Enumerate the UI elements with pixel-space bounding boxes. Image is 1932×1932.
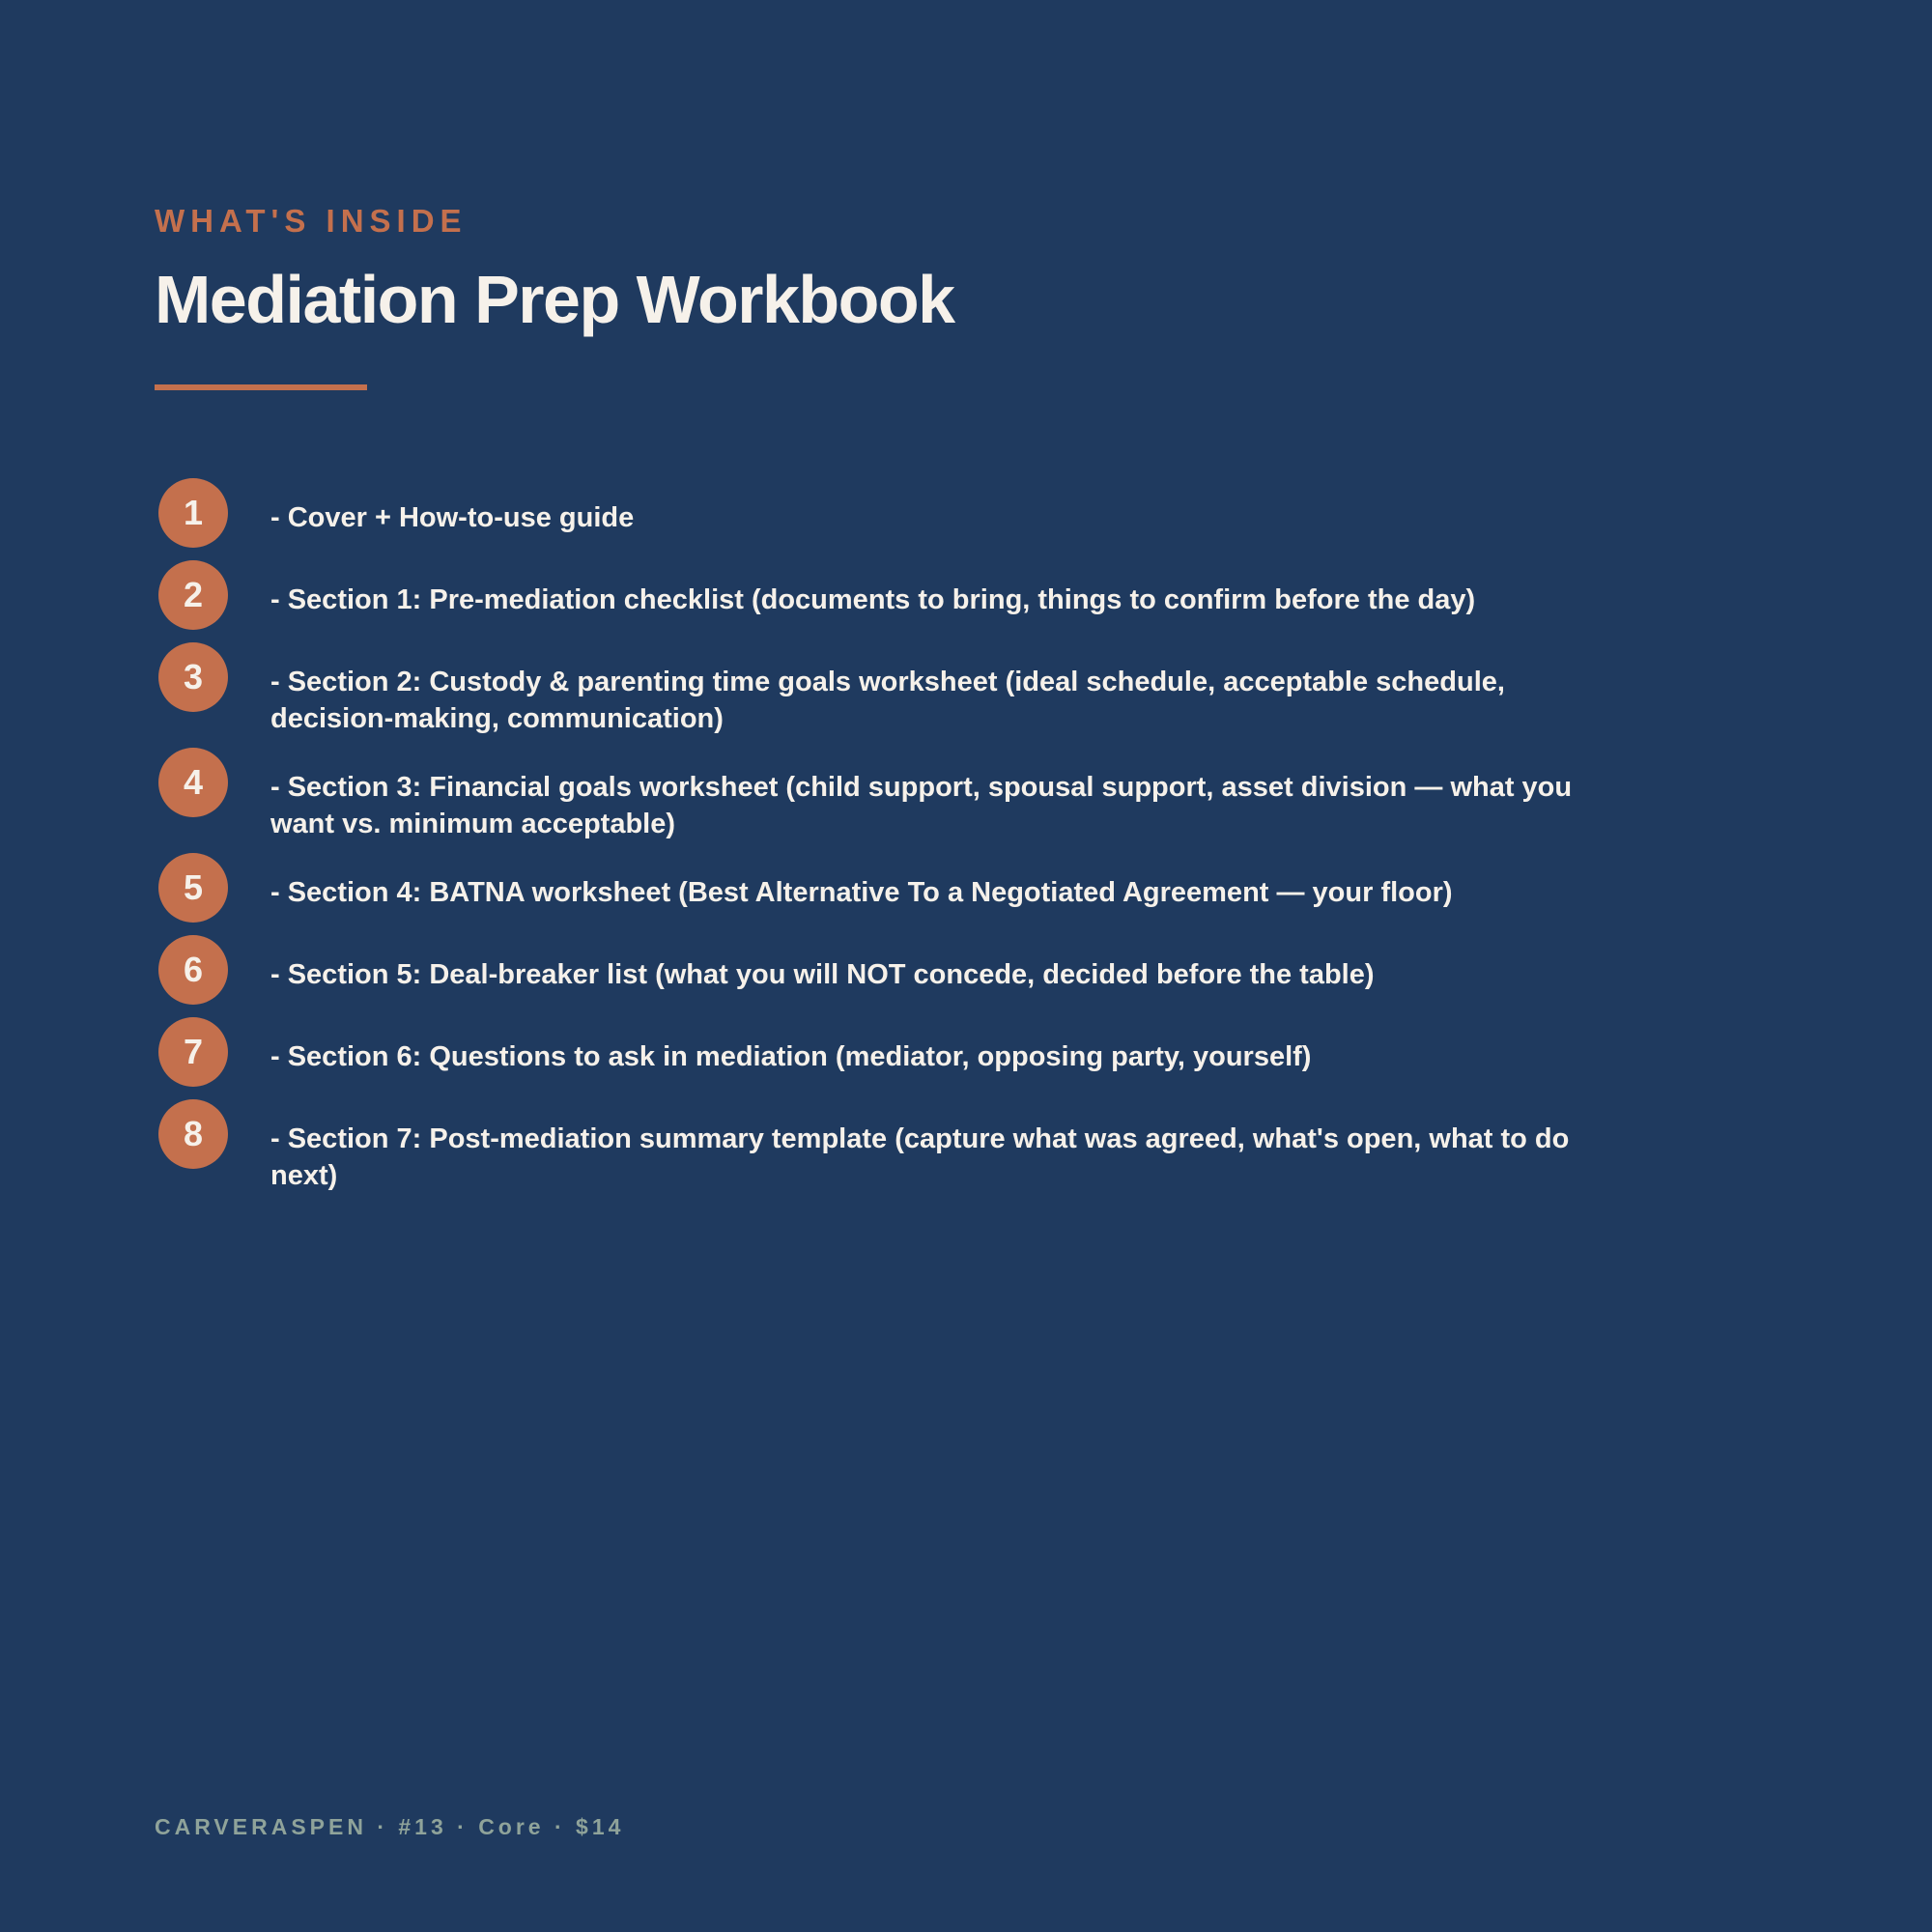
- footer-brand-line: CARVERASPEN · #13 · Core · $14: [155, 1814, 625, 1839]
- list-item-text: - Cover + How-to-use guide: [270, 502, 635, 533]
- eyebrow-label: WHAT'S INSIDE: [155, 203, 468, 239]
- number-badge: 8: [158, 1099, 228, 1169]
- list-item: [155, 1017, 1623, 1089]
- number-badge: 4: [158, 748, 228, 817]
- list-item-text: - Section 5: Deal-breaker list (what you will NOT concede, decided before the table): [270, 959, 1375, 990]
- number-badge: 3: [158, 642, 228, 712]
- number-badge: 6: [158, 935, 228, 1005]
- list-item-text: - Section 6: Questions to ask in mediation (mediator, opposing party, yourself): [270, 1041, 1312, 1072]
- title-underline: [155, 384, 367, 390]
- number-badge: 1: [158, 478, 228, 548]
- list-item-text: - Section 1: Pre-mediation checklist (documents to bring, things to confirm before the day): [270, 584, 1476, 615]
- list-item-text: - Section 2: Custody & parenting time goals worksheet (ideal schedule, acceptable schedule, decision-making, communication): [270, 667, 1505, 734]
- page: [155, 0, 1623, 1932]
- list-item-text: - Section 7: Post-mediation summary template (capture what was agreed, what's open, what to do next): [270, 1123, 1570, 1191]
- number-badge: 5: [158, 853, 228, 923]
- list-item: [155, 560, 1623, 632]
- list-item: [155, 748, 1623, 842]
- contents-list: [155, 478, 1623, 1205]
- list-item-text: - Section 4: BATNA worksheet (Best Alternative To a Negotiated Agreement — your floor): [270, 877, 1453, 908]
- number-badge: 7: [158, 1017, 228, 1087]
- page-title: Mediation Prep Workbook: [155, 262, 954, 337]
- list-item: [155, 1099, 1623, 1194]
- number-badge: 2: [158, 560, 228, 630]
- list-item: [155, 935, 1623, 1007]
- list-item: [155, 478, 1623, 550]
- list-item-text: - Section 3: Financial goals worksheet (child support, spousal support, asset division — what you want vs. minimum acceptable): [270, 772, 1573, 839]
- list-item: [155, 642, 1623, 737]
- list-item: [155, 853, 1623, 924]
